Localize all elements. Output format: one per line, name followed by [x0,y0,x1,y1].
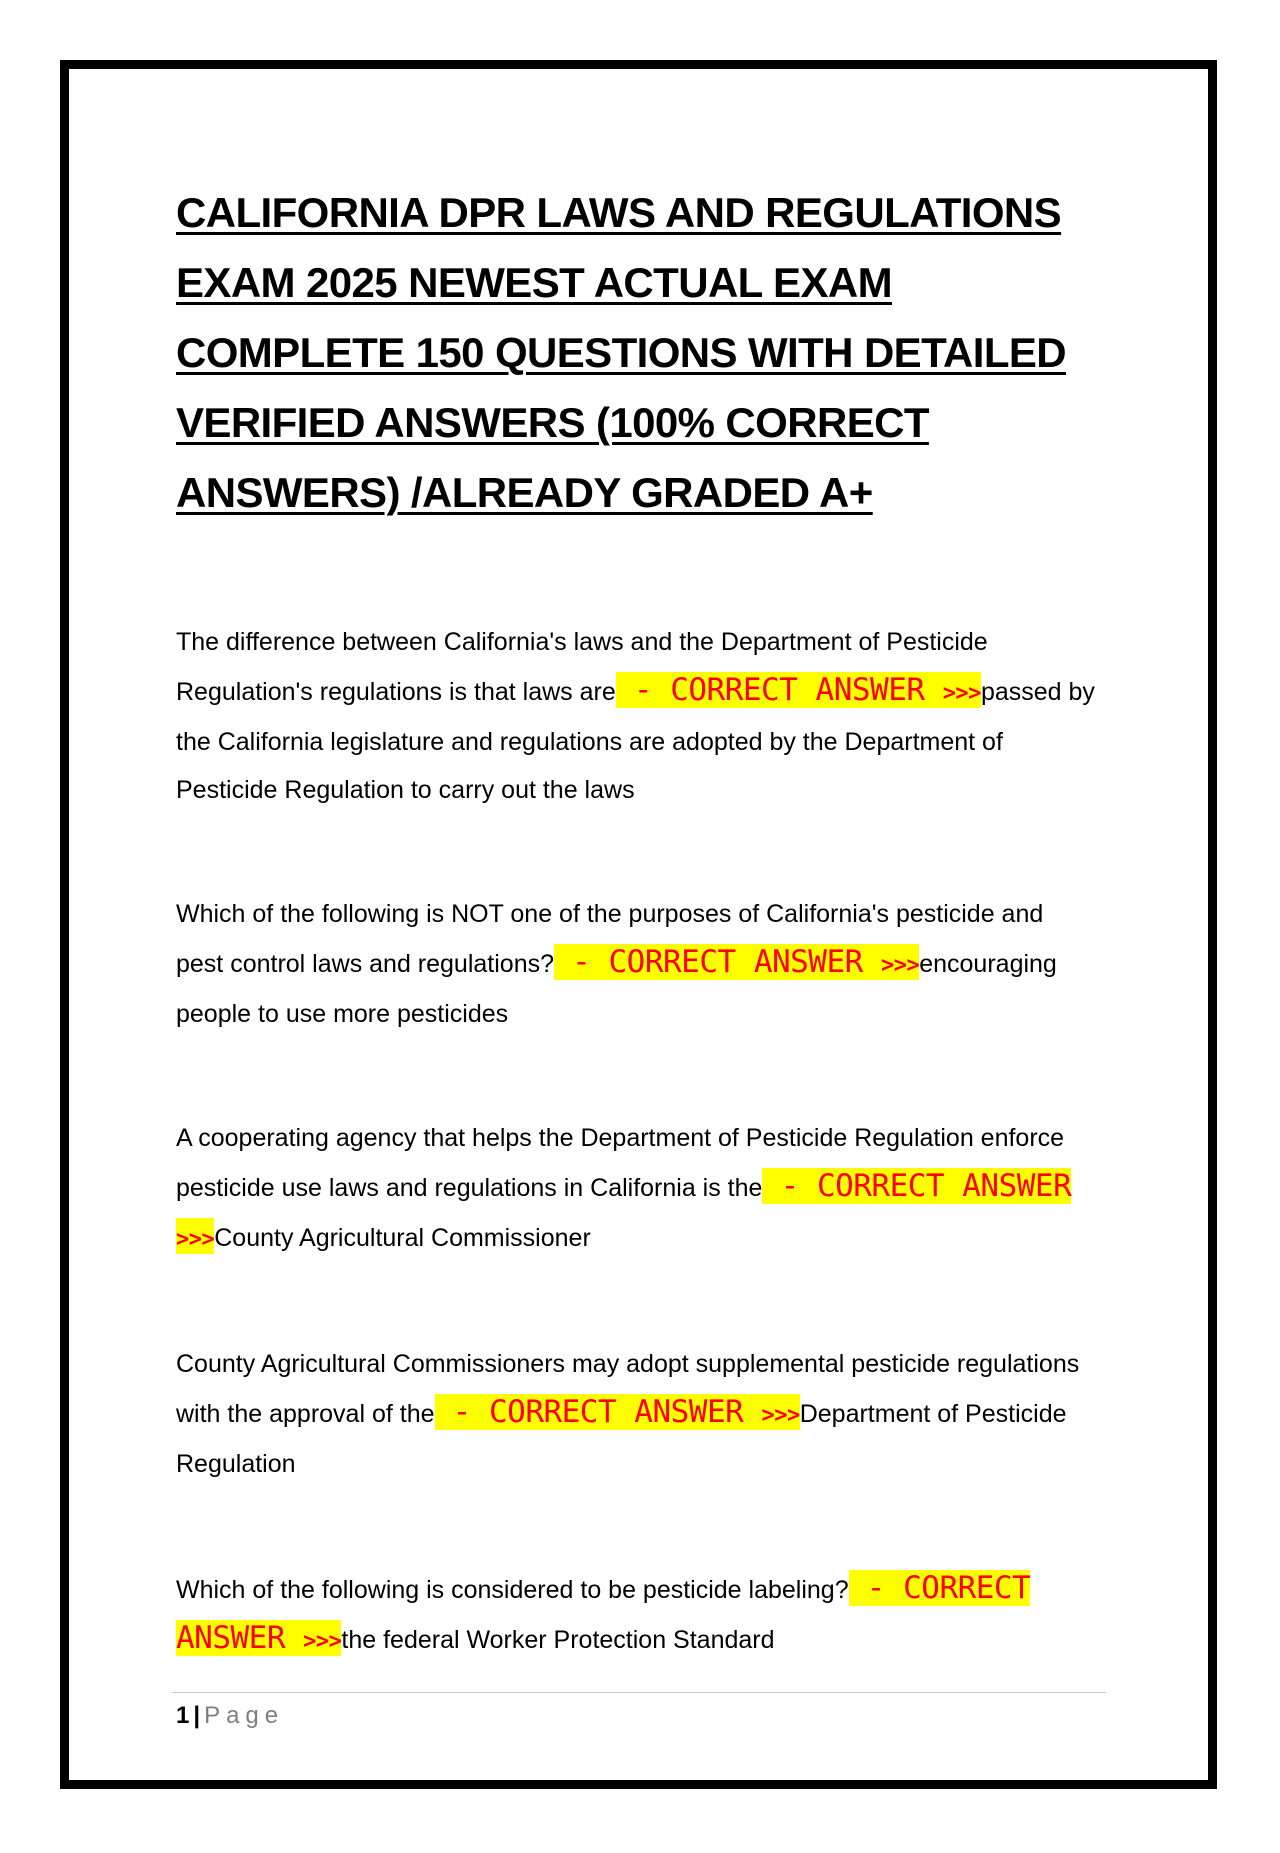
answer-text: passed by the California legislature and regulations are adopted by the Department of Pesticide Regulation to carry out the laws [176,678,1095,804]
qa-item [176,1564,1096,1666]
question-text: Which of the following is considered to be pesticide labeling? [176,1576,849,1604]
answer-text: County Agricultural Commissioner [214,1224,591,1252]
answer-text: encouraging people to use more pesticides [176,950,1057,1028]
correct-answer-tag: - CORRECT ANSWER >>> [434,1394,800,1430]
correct-answer-tag: - CORRECT ANSWER >>> [176,1570,1031,1656]
question-text: Which of the following is NOT one of the purposes of California's pesticide and pest control laws and regulations? [176,900,1044,978]
qa-item [176,1340,1096,1488]
correct-answer-tag: - CORRECT ANSWER >>> [176,1168,1072,1252]
qa-item [176,1114,1096,1264]
page-label: Page [204,1702,285,1729]
document-body [176,178,1096,1742]
page-footer [176,1698,284,1734]
question-text: The difference between California's laws and the Department of Pesticide Regulation's regulations is that laws are [176,628,988,706]
answer-text: the federal Worker Protection Standard [341,1626,775,1654]
correct-answer-tag: - CORRECT ANSWER >>> [554,944,920,980]
question-text: A cooperating agency that helps the Department of Pesticide Regulation enforce pesticide use laws and regulations in California is the [176,1124,1065,1202]
qa-list [176,618,1096,1666]
page-number: 1 [176,1702,190,1729]
document-title: CALIFORNIA DPR LAWS AND REGULATIONS EXAM 2025 NEWEST ACTUAL EXAM COMPLETE 150 QUESTIONS WITH DETAILED VERIFIED ANSWERS (100% CORRECT ANSWERS) /ALREADY GRADED A+ [176,189,1067,516]
correct-answer-tag: - CORRECT ANSWER >>> [615,672,981,708]
qa-item [176,890,1096,1038]
qa-item [176,618,1096,814]
answer-text: Department of Pesticide Regulation [176,1400,1067,1478]
footer-separator: | [193,1702,201,1729]
footer-divider [172,1692,1106,1693]
question-text: County Agricultural Commissioners may adopt supplemental pesticide regulations with the approval of the [176,1350,1080,1428]
